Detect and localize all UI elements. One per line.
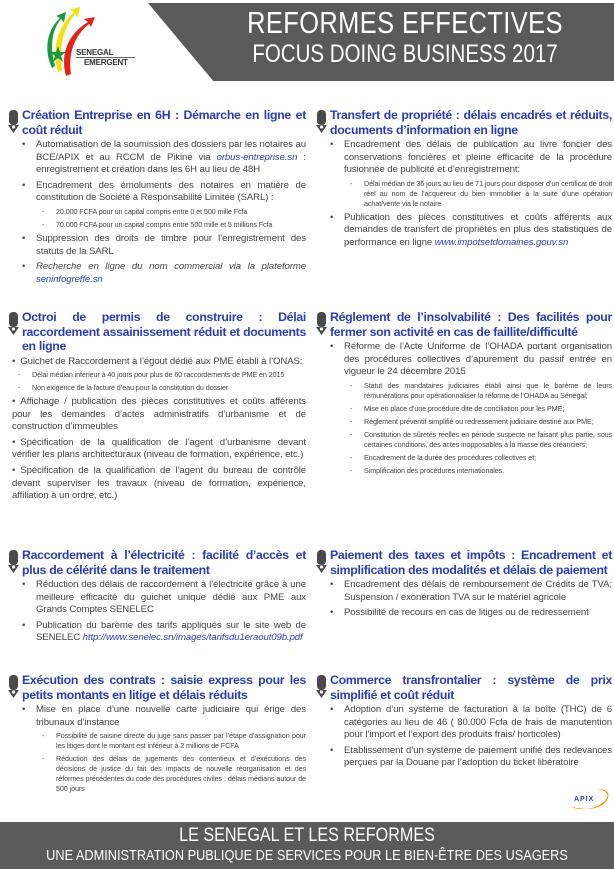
pin-icon [316,550,327,574]
bullet-dot-icon: • [330,341,334,352]
pin-icon [8,312,19,336]
sub-item-text: Non exigence de la facture d’eau pour la constitution du dossier [32,383,229,393]
flag-arrows-icon [38,6,98,78]
sub-item [344,453,612,463]
bullet-text: Encadrement des délais de remboursement de Crédits de TVA; Suspension / exonération TVA sur le matériel agricole [344,579,612,603]
bullet-text: Publication du barème des tarifs appliqués sur le site web de SENELEC [36,619,306,644]
sub-list [344,179,612,209]
bullet-list [8,139,306,286]
bullet-text: Guichet de Raccordement à l’égout dédié aux PME établi à l’ONAS: [20,355,303,367]
title-line2: FOCUS DOING BUSINESS 2017 [252,40,558,68]
bullet-text-after: : enregistrement et création dans les 6H au lieu de 48H [36,151,306,176]
bullet-item [316,341,612,476]
section-execution-contrats [8,673,306,797]
bullet-text: Réduction des délais de raccordement à l’électricité grâce à une meilleure efficacité du guichet unique dédié aux PME aux Grands Comptes SENELEC [36,579,306,616]
dash-icon: - [350,403,353,413]
bullet-dot-icon: • [22,139,26,150]
bullet-item [8,180,306,230]
sub-item [12,383,306,393]
sub-item [36,220,306,230]
sub-item-text: Constitution de sûretés réelles en période suspecte ne faisant plus partie, sous certaines conditions, des actes inopposables à la masse des créanciers; [364,429,612,449]
bullet-dot-icon: • [330,704,334,715]
bullet-item [8,261,306,286]
bullet-text: Encadrement des délais de publication au livre foncier des conservations foncières et pleine efficacité de la procédure fusionnée de publicité et d’enregistrement: [344,139,612,176]
bullet-item [316,139,612,209]
sub-item-text: Délai médian inférieur à 40 jours pour plus de 60 raccordements de PME en 2015 [32,370,285,380]
bullet-text: Suppression des droits de timbre pour l’enregistrement des statuts de la SARL [36,232,306,257]
bullet-dot-icon: • [12,465,16,477]
dash-icon: - [18,383,21,393]
bullet-link[interactable]: seninfogreffe.sn [36,273,103,285]
bullet-item [316,745,612,770]
pin-icon [8,675,19,699]
section-title: Exécution des contrats : saisie express pour les petits montants en litige et délais réduits [22,673,306,702]
bullet-text: Adoption d’un système de facturation à la boîte (THC) de 6 catégories au lieu de 46 ( 80.000 Fcfa de frais de manutention pour l’import et l’export des produits frais/ horticoles) [344,704,612,741]
sub-list [36,731,306,794]
sub-item [344,179,612,209]
bullet-dot-icon: • [330,744,334,756]
bullet-text: Etablissement d’un système de paiement unifié des redevances perçues par la Douane par l’adoption du ticket libératoire [344,744,612,769]
title-line1: REFORMES EFFECTIVES [247,5,563,40]
pin-icon [8,550,19,574]
bullet-text: Mise en place d’une nouvelle carte judiciaire qui érige des tribunaux d’instance [36,704,306,728]
dash-icon: - [18,370,21,380]
page-title [196,6,614,68]
sub-item [36,207,306,217]
bullet-dot-icon: • [22,579,26,590]
bullet-item [8,139,306,177]
section-title: Paiement des taxes et impôts : Encadrement et simplification des modalités et délais de paiement [330,548,612,577]
sub-item-text: Délai médian de 36 jours au lieu de 71 jours pour disposer d’un certificat de droit réel au nom de l’acquéreur du bien immobilier à la suite d’une opération achat/vente via le notaire [364,178,612,208]
footer-line1: LE SENEGAL ET LES REFORMES [179,825,435,846]
bullet-list [316,579,612,620]
bullet-text: Possibilité de recours en cas de litiges ou de redressement [344,607,589,619]
logo-line1: SENEGAL [76,48,135,58]
bullet-list [8,579,306,645]
sub-item [36,754,306,794]
section-permis-construire [8,310,306,506]
dash-icon: - [350,465,353,475]
bullet-dot-icon: • [22,232,26,244]
bullet-item [8,704,306,794]
sub-item [344,430,612,450]
bullet-item [316,212,612,250]
sub-item-text: 20.000 FCFA pour un capital compris entre 0 et 500 mille Fcfa [56,206,248,216]
pin-icon [8,110,19,134]
bullet-dot-icon: • [330,607,334,619]
logo-line2: EMERGENT [84,58,128,67]
section-paiement-taxes [316,548,612,623]
bullet-dot-icon: • [22,619,26,631]
bullet-text: Encadrement des émoluments des notaires en matière de constitution de Société à Responsabilité Limitée (SARL) : [36,179,306,204]
sub-list [344,381,612,476]
section-creation-entreprise [8,108,306,289]
sub-item-text: Mise en place d’une procédure dite de conciliation pour les PME; [364,403,565,413]
bullet-text: Spécification de la qualification de l’agent d’urbanisme devant vérifier les plans architecturaux (niveau de formation, expérience, etc.) [12,436,306,461]
logo-text [76,48,135,67]
bullet-link[interactable]: http://www.senelec.sn/images/tarifsdu1eraout09b.pdf [82,632,303,644]
bullet-text: Affichage / publication des pièces constitutives et coûts afférents pour les demandes d’actes administratifs d’urbanisme et de construction d’immeubles [12,396,306,433]
bullet-dot-icon: • [330,211,334,223]
bullet-list [316,341,612,476]
dash-icon: - [350,416,353,426]
bullet-dot-icon: • [330,579,334,590]
bullet-text: Réforme de l’Acte Uniforme de l’OHADA portant organisation des procédures collectives d’apurement du passif entrée en vigueur le 24 décembre 2015 [344,341,612,378]
bullet-item [316,607,612,620]
bullet-list [8,356,306,503]
section-title: Raccordement à l’électricité : facilité d’accès et plus de célérité dans le traitement [22,548,306,577]
dash-icon: - [350,178,353,188]
sub-item-text: Statut des mandataires judiciaires établi ainsi que le barème de leurs rémunérations pour opérationnaliser la réforme de l’OHADA au Sénégal; [364,380,612,400]
section-title: Création Entreprise en 6H : Démarche en ligne et coût réduit [22,108,306,137]
sub-item [344,466,612,476]
bullet-item [316,704,612,742]
sub-item-text: Simplification des procédures internationales. [364,465,505,475]
sub-item [344,404,612,414]
bullet-dot-icon: • [22,704,26,715]
bullet-list [8,704,306,794]
sub-item-text: Réduction des délais de jugements des contentieux et d’exécutions des décisions de justice du fait des impacts de nouvelle réorganisation et des réformes précédentes du code des procédures civiles : délais médians autour de 500 jours [56,754,306,794]
bullet-dot-icon: • [330,139,334,150]
sub-item-text: Réglement préventif simplifié ou redressement judiciaire destiné aux PME; [364,416,594,426]
apix-logo-text: APIX [574,796,595,803]
bullet-item [316,579,612,604]
bullet-item [8,233,306,258]
pin-icon [316,312,327,336]
dash-icon: - [42,206,45,216]
section-transfert-propriete [316,108,612,253]
pin-icon [316,675,327,699]
dash-icon: - [350,429,353,439]
sub-item [36,731,306,751]
bullet-item [8,465,306,503]
section-title: Réglement de l’insolvabilité : Des facilités pour fermer son activité en cas de faillite/difficulté [330,310,612,339]
sub-item [344,381,612,401]
dash-icon: - [42,731,45,741]
sub-item [12,370,306,380]
section-title: Octroi de permis de construire : Délai raccordement assainissement réduit et documents en ligne [22,310,306,353]
senegal-emergent-logo [38,6,138,78]
bullet-text: Automatisation de la soumission des dossiers par les notaires au BCE/APIX et au RCCM de Pikine via [36,139,306,163]
dash-icon: - [42,219,45,229]
sub-item-text: Possibilité de saisine directe du juge sans passer par l’étape d’assignation pour les litiges dont le montant est inférieur à 2 millions de FCFA [56,731,306,751]
bullet-dot-icon: • [12,396,16,408]
bullet-text: Recherche en ligne du nom commercial via la plateforme [36,261,306,273]
bullet-item [8,356,306,394]
dash-icon: - [42,754,45,764]
bullet-text: Spécification de la qualification de l’agent du bureau de contrôle devant superviser les travaux (niveau de formation, expérience, affiliation à un ordre, etc.) [12,465,306,502]
sub-item [344,417,612,427]
bullet-item [8,396,306,434]
dash-icon: - [350,452,353,462]
sub-list [12,370,306,393]
bullet-item [8,620,306,645]
section-commerce-transfrontalier [316,673,612,773]
sub-list [36,207,306,230]
section-insolvabilite [316,310,612,479]
section-electricite [8,548,306,648]
pin-icon [316,110,327,134]
sub-item-text: 70.000 FCFA pour un capital compris entre 500 mille et 5 millions Fcfa [56,219,273,229]
bullet-dot-icon: • [22,179,26,191]
bullet-dot-icon: • [12,355,16,367]
section-title: Transfert de propriété : délais encadrés et réduits, documents d’information en ligne [330,108,612,137]
bullet-item [8,579,306,617]
bullet-dot-icon: • [22,261,26,273]
bullet-dot-icon: • [12,436,16,448]
dash-icon: - [350,380,353,390]
bullet-list [316,139,612,250]
bullet-text: Publication des pièces constitutives et coûts afférents aux demandes de transfert de propriétés en plus des statistiques de performance en ligne [344,211,612,248]
sub-item-text: Encadrement de la durée des procédures collectives et; [364,452,536,462]
footer-line2: UNE ADMINISTRATION PUBLIQUE DE SERVICES POUR LE BIEN-ÊTRE DES USAGERS [46,847,568,864]
bullet-list [316,704,612,770]
bullet-link[interactable]: www.impotsetdomaines.gouv.sn [434,236,569,248]
bullet-link[interactable]: orbus-entreprise.sn [216,151,298,163]
bullet-item [8,437,306,462]
section-title: Commerce transfrontalier : système de prix simplifié et coût réduit [330,673,612,702]
footer-banner [0,822,614,869]
